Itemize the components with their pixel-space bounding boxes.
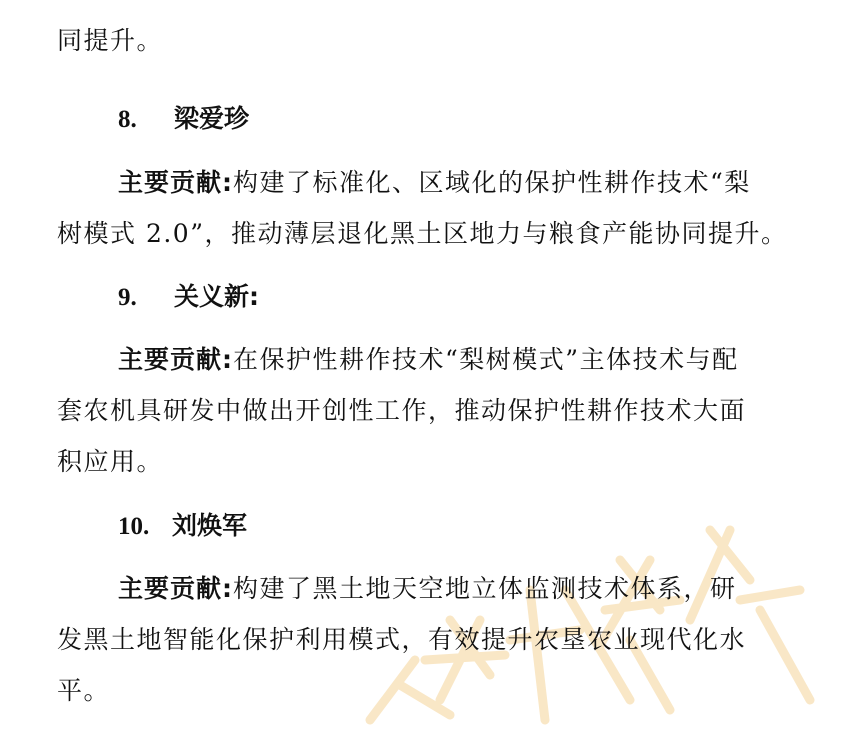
- contribution-text: 平。: [57, 676, 111, 705]
- contribution-label: 主要贡献:: [118, 574, 233, 603]
- contribution-text: 套农机具研发中做出开创性工作，推动保护性耕作技术大面: [57, 396, 747, 425]
- entry-contribution-line: [118, 166, 751, 200]
- contribution-text: 积应用。: [57, 447, 164, 476]
- contribution-text: 树模式 2.0”，推动薄层退化黑土区地力与粮食产能协同提升。: [57, 219, 788, 248]
- contribution-label: 主要贡献:: [118, 168, 233, 197]
- contribution-text: 发黑土地智能化保护利用模式，有效提升农垦农业现代化水: [57, 625, 747, 654]
- entry-name: 刘焕军: [172, 511, 248, 540]
- contribution-label: 主要贡献:: [118, 345, 233, 374]
- entry-number: 8.: [118, 106, 137, 133]
- entry-heading-9: [118, 280, 259, 315]
- entry-heading-8: [118, 102, 249, 137]
- contribution-text: 在保护性耕作技术“梨树模式”主体技术与配: [233, 345, 739, 374]
- entry-heading-10: [118, 509, 247, 544]
- continuation-text: 同提升。: [57, 26, 164, 55]
- entry-name: 关义新:: [174, 282, 259, 311]
- entry-name: 梁爱珍: [174, 104, 250, 133]
- contribution-text: 构建了标准化、区域化的保护性耕作技术“梨: [233, 168, 751, 197]
- entry-number: 10.: [118, 513, 150, 540]
- entry-contribution-line: [118, 572, 737, 606]
- contribution-text: 构建了黑土地天空地立体监测技术体系，研: [233, 574, 737, 603]
- entry-number: 9.: [118, 284, 137, 311]
- entry-contribution-line: [118, 343, 739, 377]
